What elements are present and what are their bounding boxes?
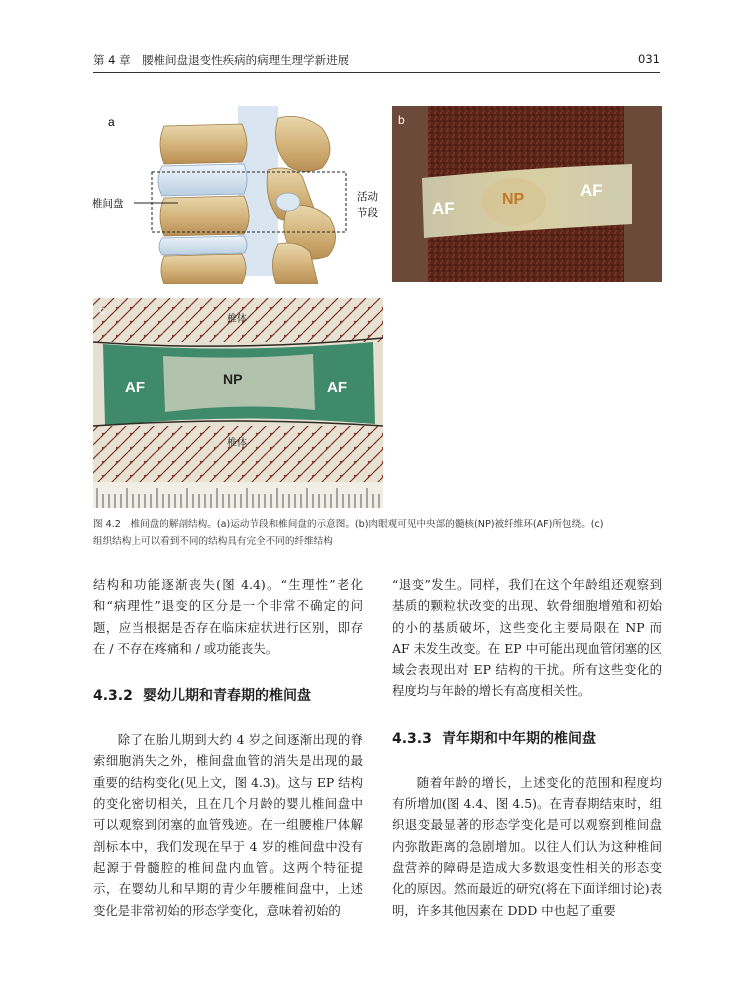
label-af-right: AF (580, 181, 603, 200)
panel-a-letter: a (108, 115, 115, 129)
caption-line-2: 组织结构上可以看到不同的结构具有完全不同的纤维结构 (93, 536, 333, 547)
panel-c-letter: c (99, 303, 105, 317)
label-af-right: AF (327, 379, 347, 396)
label-vertebra-top: 椎体 (227, 314, 247, 325)
section-number: 4.3.3 (392, 730, 432, 747)
right-column (392, 574, 662, 921)
chapter-title: 第 4 章 腰椎间盘退变性疾病的病理生理学新进展 (93, 53, 350, 67)
section-heading-4-3-3 (392, 728, 662, 750)
figure-panel-a (92, 106, 392, 284)
page-number: 031 (638, 52, 660, 66)
label-af-left: AF (432, 199, 455, 218)
label-motion-segment-line2: 节段 (357, 207, 378, 219)
label-vertebra-bottom: 椎体 (227, 438, 247, 449)
paragraph: “退变”发生。同样，我们在这个年龄组还观察到基质的颗粒状改变的出现、软骨细胞增殖和初始的小的基质破坏，这些变化主要局限在 NP 而 AF 未发生改变。在 EP 中可能出现血管闭塞的区域会表现出对 EP 结构的干扰。所有这些变化的程度均与年龄的增长有高度相关性。 (392, 577, 662, 699)
left-column (93, 574, 363, 921)
running-header (93, 50, 660, 73)
paragraph: 随着年龄的增长，上述变化的范围和程度均有所增加(图 4.4、图 4.5)。在青春期结束时，组织退变最显著的形态学变化是可以观察到椎间盘内弥散距离的急剧增加。以往人们认为这种椎间盘营养的障碍是造成大多数退变性相关的形态变化的原因。然而最近的研究(将在下面详细讨论)表明，许多其他因素在 DDD 中也起了重要 (392, 774, 662, 918)
section-title: 青年期和中年期的椎间盘 (442, 730, 596, 747)
label-af-left: AF (125, 379, 145, 396)
paragraph: 除了在胎儿期到大约 4 岁之间逐渐出现的脊索细胞消失之外，椎间盘血管的消失是出现的最重要的结构变化(见上文，图 4.3)。这与 EP 结构的变化密切相关，且在几个月龄的婴儿椎间盘中可以观察到闭塞的血管残迹。在一组腰椎尸体解剖标本中，我们发现在早于 4 岁的椎间盘中没有起源于骨髓腔的椎间盘内血管。这两个特征提示，在婴幼儿和早期的青少年腰椎间盘中，上述变化是非常初始的形态学变化，意味着初始的 (93, 732, 363, 918)
label-motion-segment-line1: 活动 (357, 191, 378, 203)
label-intervertebral-disc: 椎间盘 (92, 198, 124, 210)
section-title: 婴幼儿期和青春期的椎间盘 (143, 688, 311, 705)
section-heading-4-3-2 (93, 685, 363, 707)
label-np: NP (223, 371, 243, 387)
caption-line-1: 图 4.2 椎间盘的解剖结构。(a)运动节段和椎间盘的示意图。(b)肉眼观可见中央部的髓核(NP)被纤维环(AF)所包绕。(c) (93, 519, 604, 530)
figure-panel-c (93, 298, 383, 508)
label-np: NP (502, 191, 525, 208)
section-number: 4.3.2 (93, 688, 133, 705)
panel-b-letter: b (398, 113, 405, 127)
figure-caption (93, 516, 663, 550)
figure-panel-b (392, 106, 662, 282)
paragraph: 结构和功能逐渐丧失(图 4.4)。“生理性”老化和“病理性”退变的区分是一个非常不确定的问题，应当根据是否存在临床症状进行区别，即存在 / 不存在疼痛和 / 或功能丧失。 (93, 577, 363, 656)
